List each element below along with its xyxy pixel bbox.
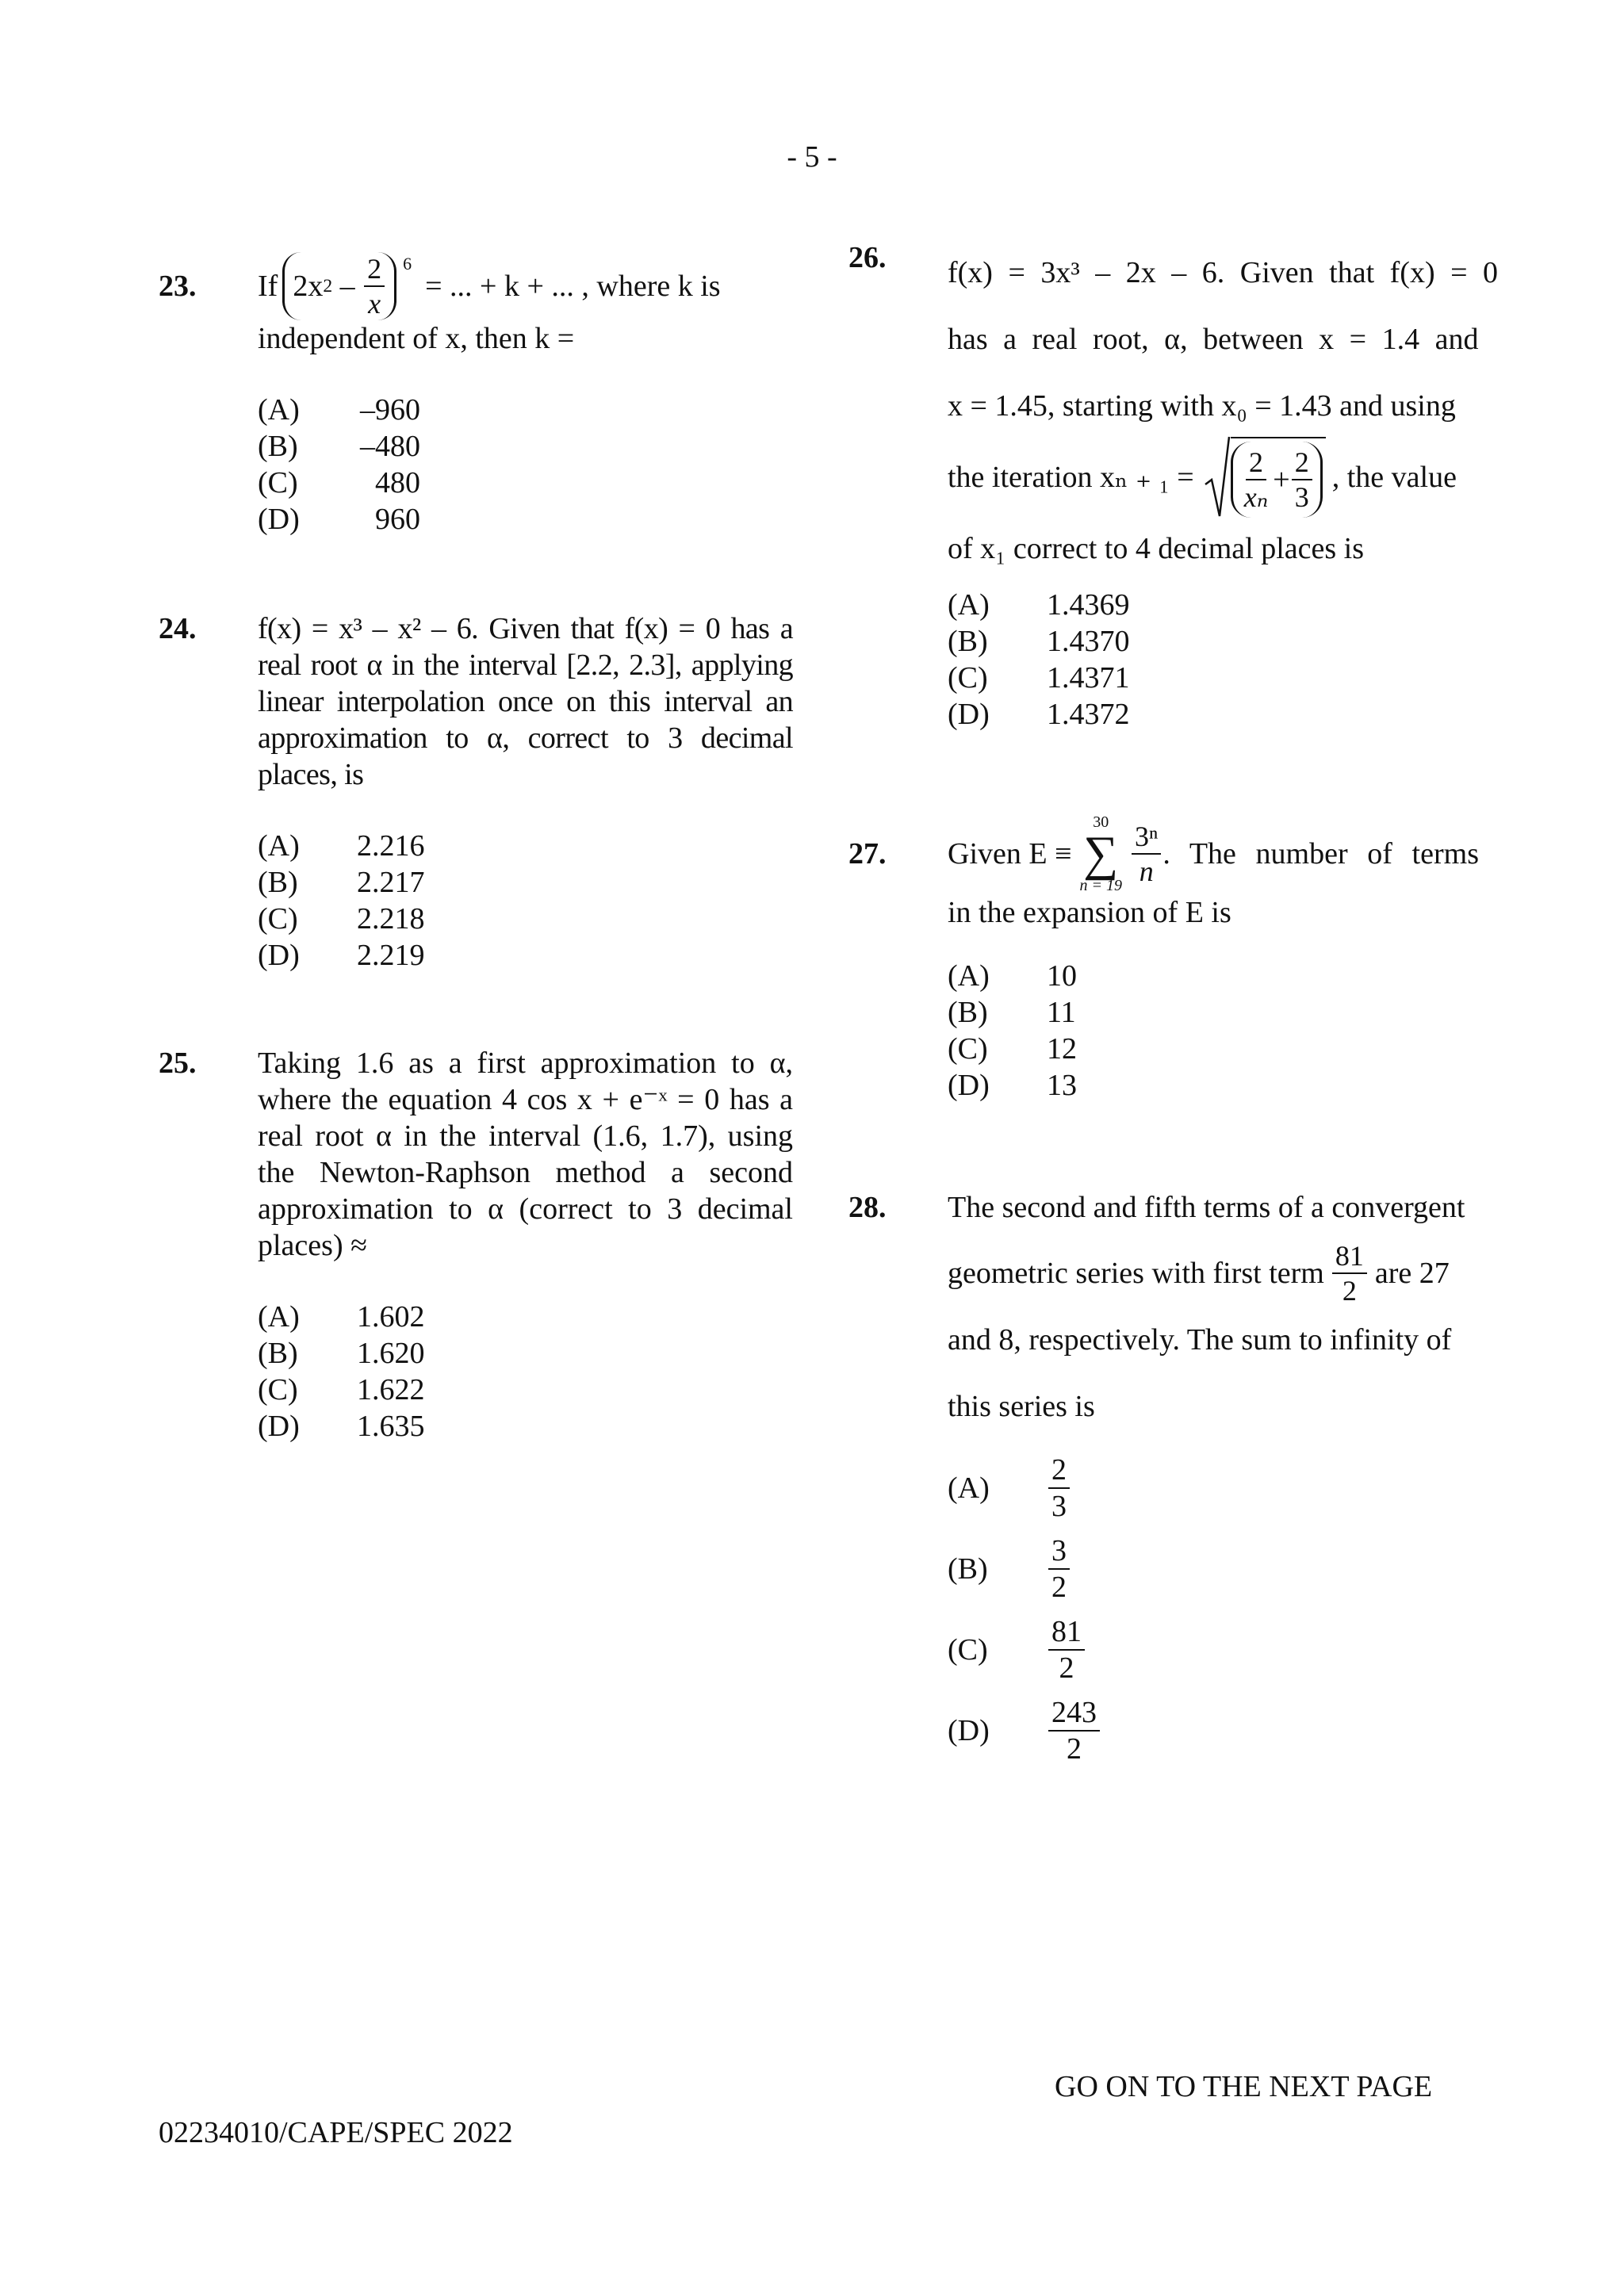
radicand — [1231, 437, 1326, 518]
options-list — [948, 958, 1479, 1104]
paper-code: 02234010/CAPE/SPEC 2022 — [159, 2116, 513, 2149]
fraction-denominator: x — [368, 288, 381, 320]
fraction-1: $\frac{2}{\text{xₙ}}$ — [1243, 446, 1269, 513]
option-c[interactable]: (C) 480 — [258, 466, 420, 499]
option-b[interactable]: (B) 1.4370 — [948, 625, 1130, 658]
page-number: - 5 - — [787, 140, 837, 174]
option-d[interactable]: (D) 960 — [258, 503, 420, 536]
option-fraction: $\frac{3}{2}$ — [1048, 1536, 1070, 1602]
question-stem-line-1: The second and fifth terms of a convergent — [948, 1191, 1465, 1224]
option-b[interactable]: (B) 2.217 — [258, 866, 425, 899]
iteration-suffix: , the value — [1331, 461, 1457, 494]
expr-minus: – — [332, 270, 363, 303]
option-c[interactable]: (C) 12 — [948, 1032, 1077, 1066]
question-number: 26. — [848, 241, 887, 274]
options-list — [948, 1448, 1479, 1771]
question-24 — [159, 610, 793, 991]
question-stem: f(x) = x³ – x² – 6. Given that f(x) = 0 has a real root α in the interval [2.2, 2.3], applying linear interpolation once on this interval an approximation to α, correct to 3 decimal places, is — [258, 612, 793, 791]
option-a[interactable]: (A) –960 — [258, 393, 420, 427]
sum-term-fraction: $\frac{\text{3ⁿ}}{n}$ — [1132, 822, 1161, 886]
question-stem — [258, 252, 793, 320]
option-fraction: $\frac{2}{3}$ — [1048, 1455, 1070, 1521]
question-26 — [848, 239, 1499, 747]
options-list — [948, 587, 1479, 733]
option-c[interactable]: (C) 1.622 — [258, 1373, 425, 1406]
question-stem: Taking 1.6 as a first approximation to α, where the equation 4 cos x + e⁻ˣ = 0 has a real root α in the interval (1.6, 1.7), using the Newton-Raphson method a second approximation to α (correct to 3 decimal places) ≈ — [258, 1047, 793, 1262]
fraction-2: $\frac{2}{3}$ — [1292, 448, 1312, 511]
option-d[interactable]: (D) 1.4372 — [948, 698, 1130, 731]
question-27 — [848, 802, 1483, 1135]
question-stem-line-2: in the expansion of E is — [948, 896, 1231, 929]
question-stem-line-1: f(x) = 3x³ – 2x – 6. Given that f(x) = 0 — [948, 256, 1499, 289]
sum-after: . The number of terms — [1162, 837, 1479, 871]
go-on-notice: GO ON TO THE NEXT PAGE — [1055, 2070, 1433, 2103]
options-list — [258, 1299, 793, 1445]
plus-sign: + — [1273, 463, 1290, 496]
iteration-prefix: the iteration xₙ ₊ ₁ = — [948, 461, 1194, 494]
option-d[interactable]: (D) 1.635 — [258, 1410, 425, 1443]
given-text: Given E ≡ — [948, 837, 1072, 871]
question-stem-line-5: of x₁ correct to 4 decimal places is — [948, 532, 1364, 565]
square-root — [1204, 435, 1326, 519]
option-fraction: $\frac{243}{2}$ — [1048, 1697, 1100, 1764]
question-25 — [159, 1045, 793, 1457]
option-d[interactable]: (D) 2.219 — [258, 939, 425, 972]
expr-base: 2x — [293, 270, 324, 303]
exponent: 6 — [403, 254, 412, 274]
expr-if: If — [258, 270, 278, 303]
option-a[interactable]: (A) 2.216 — [258, 829, 425, 863]
question-number: 27. — [848, 837, 887, 871]
first-term-fraction: $\frac{81}{2}$ — [1332, 1242, 1367, 1305]
expr-after: = ... + k + ... , where k is — [425, 270, 721, 303]
question-stem-line-2: has a real root, α, between x = 1.4 and — [948, 323, 1479, 356]
question-number: 23. — [159, 270, 197, 303]
option-b[interactable]: (B) $\frac{3}{2}$ — [948, 1529, 1479, 1609]
question-23 — [159, 252, 793, 538]
option-b[interactable]: (B) 1.620 — [258, 1337, 425, 1370]
option-b[interactable]: (B) 11 — [948, 996, 1076, 1029]
question-number: 25. — [159, 1047, 197, 1080]
option-c[interactable]: (C) 2.218 — [258, 902, 425, 936]
sum-expression — [948, 802, 1479, 905]
radical-sign-icon — [1204, 435, 1231, 519]
option-d[interactable]: (D) $\frac{243}{2}$ — [948, 1690, 1479, 1771]
option-c[interactable]: (C) 1.4371 — [948, 661, 1130, 695]
power-expression: 2x 2 – $\frac{2}{x}$ 6 — [282, 252, 396, 320]
iteration-formula — [948, 439, 1479, 515]
option-b[interactable]: (B) –480 — [258, 430, 420, 463]
question-number: 24. — [159, 612, 197, 645]
option-fraction: $\frac{81}{2}$ — [1048, 1617, 1085, 1683]
option-c[interactable]: (C) $\frac{81}{2}$ — [948, 1609, 1479, 1690]
question-stem-line-4: this series is — [948, 1390, 1095, 1423]
fraction-numerator: 2 — [364, 254, 385, 287]
fraction — [364, 254, 385, 318]
option-a[interactable]: (A) 1.4369 — [948, 588, 1130, 622]
option-a[interactable]: (A) 1.602 — [258, 1300, 425, 1334]
option-d[interactable]: (D) 13 — [948, 1069, 1077, 1102]
radicand-parentheses — [1231, 442, 1323, 518]
options-list — [258, 392, 793, 538]
question-number: 28. — [848, 1191, 887, 1224]
question-stem-line-2: geometric series with first term $\frac{81}{2}$ are 27 — [948, 1240, 1450, 1307]
summation — [1080, 814, 1123, 894]
question-stem-line-3: and 8, respectively. The sum to infinity of — [948, 1323, 1452, 1357]
question-28 — [848, 1189, 1483, 1776]
options-list — [258, 828, 793, 974]
question-stem-line-2: independent of x, then k = — [258, 322, 575, 355]
sum-upper-limit: 30 — [1093, 813, 1109, 831]
option-a[interactable]: (A) 10 — [948, 959, 1077, 993]
sigma-icon: ∑ — [1083, 827, 1119, 881]
sum-lower-limit: n = 19 — [1079, 877, 1123, 894]
option-a[interactable]: (A) $\frac{2}{3}$ — [948, 1448, 1479, 1529]
question-stem-line-3: x = 1.45, starting with x₀ = 1.43 and using — [948, 389, 1456, 423]
